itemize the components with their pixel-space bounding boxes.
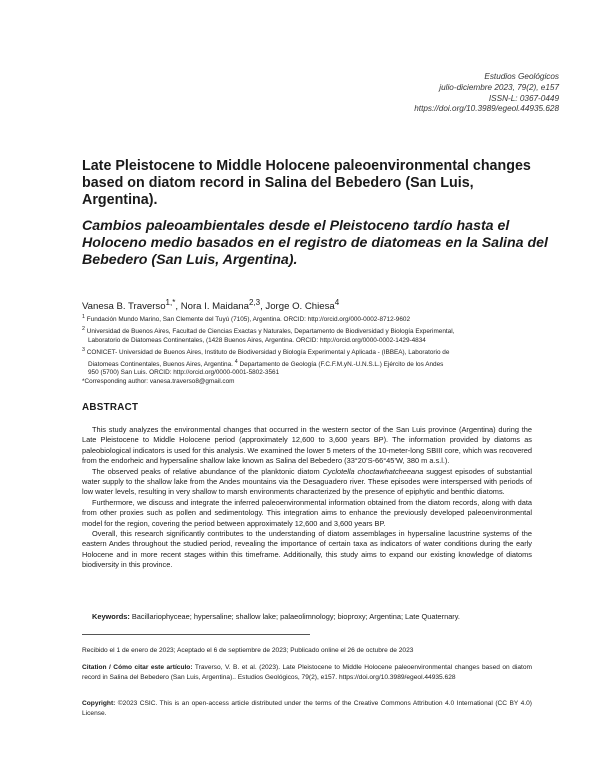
affiliation-2: $^2$ Universidad de Buenos Aires, Facultad de Ciencias Exactas y Naturales, Departamento de Biodiversidad y Biología Experimental, Laboratorio de Diatomeas Continentales, (1428 Buenos Aires, Argentina. ORCID: http://orcid.org/0000-0002-1429-4834 [82, 326, 455, 344]
author-separator: , [175, 301, 181, 313]
publication-dates: Recibido el 1 de enero de 2023; Aceptado el 6 de septiembre de 2023; Publicado online el 26 de octubre de 2023 [82, 647, 414, 654]
author-name: Vanesa B. Traverso [82, 301, 166, 313]
journal-header [414, 72, 559, 115]
affiliation-mark: 1 [82, 314, 85, 320]
copyright [82, 699, 532, 718]
citation [82, 663, 532, 682]
species-name: Cyclotella choctawhatcheeana [322, 466, 424, 476]
corresponding-author: *Corresponding author: vanesa.traverso8@gmail.com [82, 378, 235, 386]
affiliation-mark: 3 [82, 347, 85, 354]
author-list [82, 297, 542, 313]
author-separator: , [260, 301, 266, 313]
affiliations [82, 313, 542, 388]
journal-issn: ISSN-L: 0367-0449 [488, 93, 559, 103]
divider [82, 634, 310, 635]
abstract-paragraph: This study analyzes the environmental changes that occurred in the western sector of the San Luis province (Argentina) during the Late Pleistocene to Middle Holocene period (approximately 12,600 to 3,600 years BP). The information provided by diatoms as paleobiological indicators is used for this analysis. We examined the lower 5 meters of the 10-meter-long SBIII core, which was recovered from the endorheic and hypersaline shallow lake known as Salina del Bebedero (33°20’S-66°45’W, 380 m a.s.l.). [82, 425, 532, 466]
article-subtitle-spanish: Cambios paleoambientales desde el Pleistoceno tardío hasta el Holoceno medio basados en el registro de diatomeas en la Salina del Bebedero (San Luis, Argentina). [82, 218, 548, 269]
abstract-paragraph: The observed peaks of relative abundance of the planktonic diatom Cyclotella choctawhatcheeana suggest episodes of substantial water supply to the shallow lake from the Andes mountains via the Desaguadero river. These episodes were interspersed with periods of low water levels, resulting in very shallow to marsh environments characterized by the presence of epiphytic and benthic diatoms. [82, 466, 532, 497]
journal-name: Estudios Geológicos [484, 72, 559, 81]
author-affiliation-mark: 2,3 [248, 298, 261, 307]
author-affiliation-mark: 4 [334, 298, 340, 307]
keywords-label: Keywords: [92, 612, 130, 621]
citation-text: Traverso, V. B. et al. (2023). Late Pleistocene to Middle Holocene paleoenvironmental changes based on diatom record in Salina del Bebedero (San Luis, Argentina).. Estudios Geológicos, 79(2), e157. https://doi.org/10.3989/egeol.44935.628 [82, 664, 532, 681]
abstract-heading: ABSTRACT [82, 402, 139, 413]
author-affiliation-mark: 1,* [165, 298, 176, 307]
journal-doi-link[interactable]: https://doi.org/10.3989/egeol.44935.628 [414, 104, 559, 114]
citation-label: Citation / Cómo citar este artículo: [82, 664, 193, 671]
abstract-paragraph: Furthermore, we discuss and integrate the inferred paleoenvironmental information obtained from the diatom records, along with data from other proxies such as pollen and sedimentology. This integration aims to enhance the previously developed paleoenvironmental model for the region, covering the period between approximately 12,600 and 3,600 years BP. [82, 497, 532, 528]
journal-issue: julio-diciembre 2023, 79(2), e157 [439, 82, 559, 92]
article-title: Late Pleistocene to Middle Holocene paleoenvironmental changes based on diatom record in Salina del Bebedero (San Luis, Argentina). [82, 158, 531, 208]
keywords [82, 612, 532, 622]
abstract-paragraph: Overall, this research significantly contributes to the understanding of diatom assemblages in hypersaline lacustrine systems of the eastern Andes throughout the studied period, revealing the importance of certain taxa as indicators of water conditions during the early Holocene and in more recent stages within this timeframe. Additionally, this study aims to expand our existing knowledge of diatoms biodiversity in this province. [82, 529, 532, 570]
affiliation-1: $^1$ Fundación Mundo Marino, San Clemente del Tuyú (7105), Argentina. ORCID: http://orcid.org/000-0002-8712-9602 [82, 314, 411, 324]
affiliation-3-4: $^3$ CONICET- Universidad de Buenos Aires, Instituto de Biodiversidad y Biología Experimental y Aplicada - (IBBEA), Laboratorio de Diatomeas Continentales, Buenos Aires, Argentina. $^4$ Departamento de Geología (F.C.F.M.yN.-U.N.S.L.) Ejército de los Andes 950 (5700) San Luis. ORCID: http://orcid.org/0000-0001-5802-3561 [82, 347, 450, 376]
author-name: Nora I. Maidana [180, 301, 249, 313]
affiliation-mark: 4 [234, 358, 238, 365]
keywords-text: Bacillariophyceae; hypersaline; shallow lake; palaeolimnology; bioproxy; Argentina; Late Quaternary. [129, 612, 460, 621]
copyright-label: Copyright: [82, 700, 116, 707]
affiliation-mark: 2 [82, 326, 85, 333]
abstract-body [82, 425, 532, 571]
copyright-text: ©2023 CSIC. This is an open-access article distributed under the terms of the Creative Commons Attribution 4.0 International (CC BY 4.0) License. [82, 700, 532, 717]
author-name: Jorge O. Chiesa [265, 301, 335, 313]
